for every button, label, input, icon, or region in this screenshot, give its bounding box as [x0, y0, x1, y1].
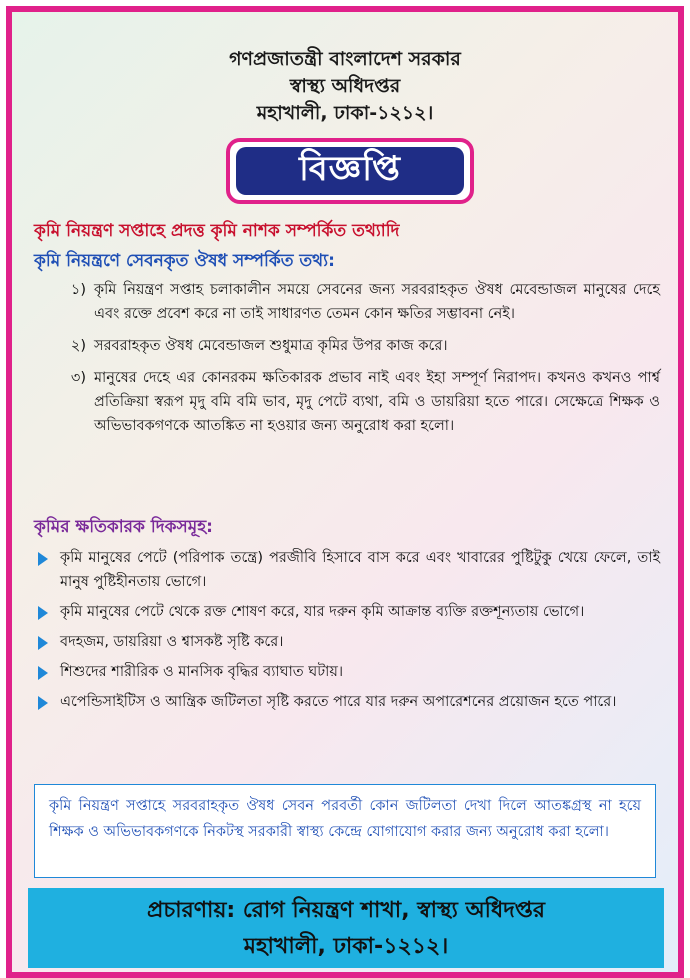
list-item: [34, 690, 660, 714]
footer-address: মহাখালী, ঢাকা-১২১২।: [243, 934, 449, 959]
bullet-arrow-icon: [38, 636, 48, 650]
list-item: [34, 546, 660, 594]
list-item: [34, 600, 660, 624]
section1-title: কৃমি নিয়ন্ত্রণে সেবনকৃত ঔষধ সম্পর্কিত তথ্য:: [34, 251, 335, 271]
section1-list: [34, 278, 660, 446]
header-line-government: গণপ্রজাতন্ত্রী বাংলাদেশ সরকার: [229, 48, 461, 70]
bullet-arrow-icon: [38, 606, 48, 620]
list-item-number: ৩): [70, 370, 86, 386]
advisory-notice-box: কৃমি নিয়ন্ত্রণ সপ্তাহে সরবরাহকৃত ঔষধ সেবন পরবর্তী কোন জটিলতা দেখা দিলে আতঙ্কগ্রস্থ না হয়ে শিক্ষক ও অভিভাবকগণকে নিকটস্থ সরকারী স্বাস্থ্য কেন্দ্রে যোগাযোগ করার জন্য অনুরোধ করা হলো।: [34, 784, 656, 878]
list-item-text: কৃমি নিয়ন্ত্রণ সপ্তাহ চলাকালীন সময়ে সেবনের জন্য সরবরাহকৃত ঔষধ মেবেন্ডাজল মানুষের দেহে এবং রক্তে প্রবেশ করে না তাই সাধারণত তেমন কোন ক্ষতির সম্ভাবনা নেই।: [94, 282, 660, 322]
bullet-arrow-icon: [38, 552, 48, 566]
bullet-arrow-icon: [38, 696, 48, 710]
list-item-text: মানুষের দেহে এর কোনরকম ক্ষতিকারক প্রভাব নাই এবং ইহা সম্পূর্ণ নিরাপদ। কখনও কখনও পার্শ্ব প্রতিক্রিয়া স্বরূপ মৃদু বমি বমি ভাব, মৃদু পেটে ব্যথা, বমি ও ডায়রিয়া হতে পারে। সেক্ষেত্রে শিক্ষক ও অভিভাবকগণকে আতঙ্কিত না হওয়ার জন্য অনুরোধ করা হলো।: [94, 370, 660, 434]
header-block: [12, 46, 678, 127]
list-item-text: সরবরাহকৃত ঔষধ মেবেন্ডাজল শুধুমাত্র কৃমির উপর কাজ করে।: [94, 338, 448, 354]
list-item-text: বদহজম, ডায়রিয়া ও শ্বাসকষ্ট সৃষ্টি করে।: [60, 634, 284, 650]
list-item: [34, 334, 660, 358]
section2-title: কৃমির ক্ষতিকারক দিকসমূহ:: [34, 517, 213, 537]
main-title: কৃমি নিয়ন্ত্রণ সপ্তাহে প্রদত্ত কৃমি নাশক সম্পর্কিত তথ্যাদি: [34, 221, 400, 241]
list-item-text: কৃমি মানুষের পেটে (পরিপাক তন্ত্রে) পরজীবি হিসাবে বাস করে এবং খাবারের পুষ্টিটুকু খেয়ে ফেলে, তাই মানুষ পুষ্টিহীনতায় ভোগে।: [60, 550, 660, 590]
list-item: [34, 278, 660, 326]
notice-banner-text: বিজ্ঞপ্তি: [236, 147, 464, 195]
header-line-address: মহাখালী, ঢাকা-১২১২।: [256, 102, 434, 124]
list-item-number: ২): [70, 338, 86, 354]
list-item-text: এপেন্ডিসাইটিস ও আন্ত্রিক জটিলতা সৃষ্টি করতে পারে যার দরুন অপারেশনের প্রয়োজন হতে পারে।: [60, 694, 617, 710]
list-item-number: ১): [70, 282, 86, 298]
notice-banner: [226, 138, 474, 204]
list-item-text: শিশুদের শারীরিক ও মানসিক বৃদ্ধির ব্যাঘাত ঘটায়।: [60, 664, 344, 680]
bullet-arrow-icon: [38, 666, 48, 680]
section2-list: [34, 546, 660, 720]
list-item: [34, 630, 660, 654]
list-item-text: কৃমি মানুষের পেটে থেকে রক্ত শোষণ করে, যার দরুন কৃমি আক্রান্ত ব্যক্তি রক্তশূন্যতায় ভোগে।: [60, 604, 585, 620]
footer-publisher: প্রচারণায়: রোগ নিয়ন্ত্রণ শাখা, স্বাস্থ্য অধিদপ্তর: [146, 898, 545, 923]
poster-frame: [6, 6, 684, 978]
list-item: [34, 660, 660, 684]
header-line-directorate: স্বাস্থ্য অধিদপ্তর: [289, 75, 401, 97]
list-item: [34, 366, 660, 438]
footer-banner: [28, 888, 664, 968]
